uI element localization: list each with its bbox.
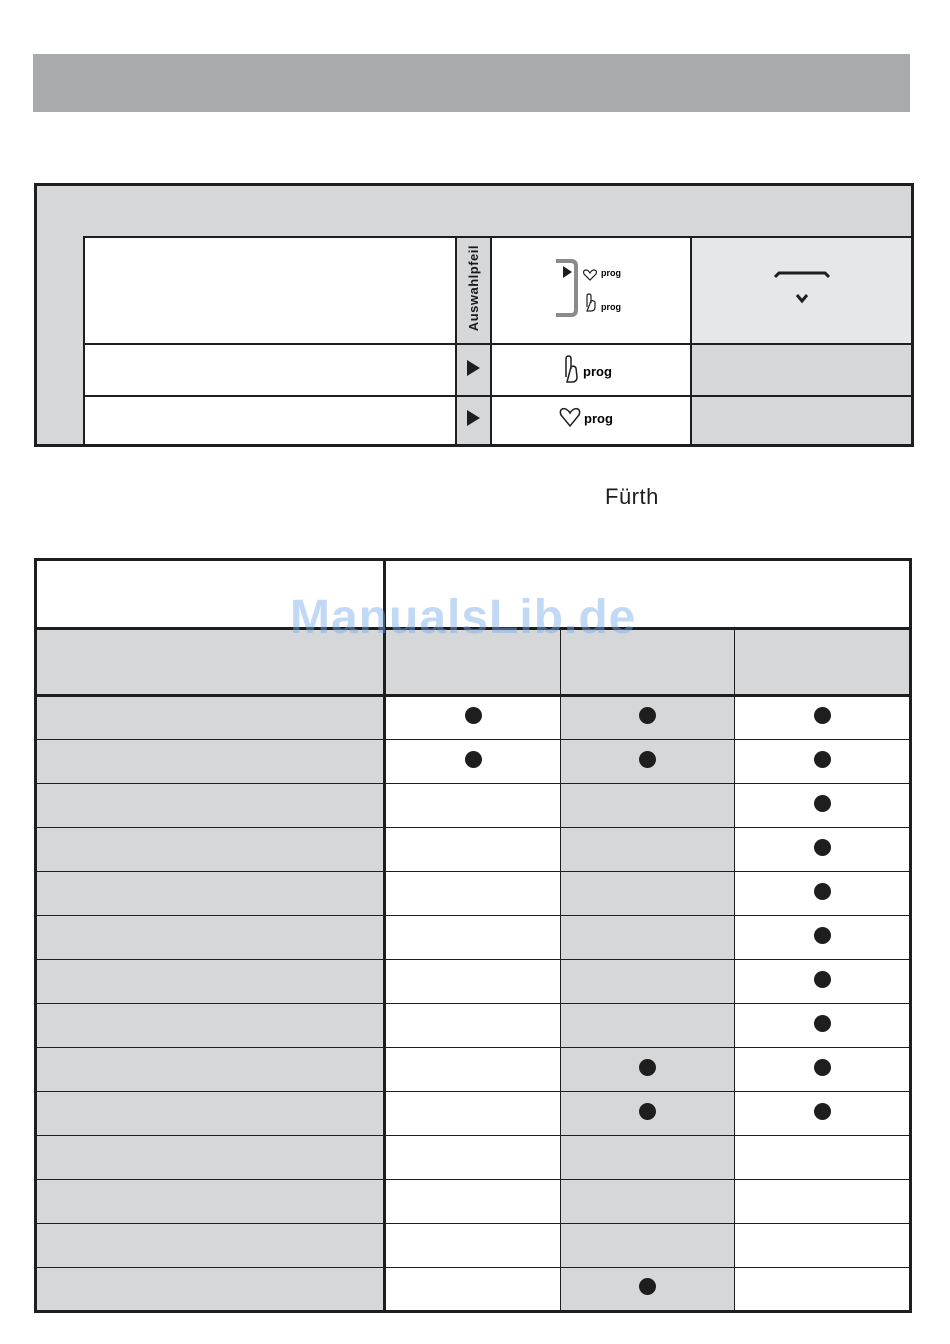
matrix-row bbox=[36, 1180, 911, 1224]
matrix-cell bbox=[561, 696, 735, 740]
matrix-cell bbox=[561, 1092, 735, 1136]
matrix-cell bbox=[561, 1136, 735, 1180]
matrix-row bbox=[36, 960, 911, 1004]
matrix-cell bbox=[561, 740, 735, 784]
matrix-cell bbox=[735, 1092, 911, 1136]
watermark: ManualsLib.de bbox=[290, 591, 637, 644]
matrix-cell bbox=[735, 740, 911, 784]
bullet-dot-icon bbox=[639, 1103, 656, 1120]
matrix-cell bbox=[735, 872, 911, 916]
matrix-cell bbox=[561, 872, 735, 916]
matrix-row-label bbox=[36, 916, 385, 960]
bullet-dot-icon bbox=[814, 1015, 831, 1032]
matrix-row-label bbox=[36, 740, 385, 784]
matrix-row bbox=[36, 916, 911, 960]
matrix-cell bbox=[561, 1268, 735, 1312]
bullet-dot-icon bbox=[639, 751, 656, 768]
matrix-cell bbox=[385, 1092, 561, 1136]
matrix-cell bbox=[385, 872, 561, 916]
play-arrow-icon bbox=[467, 410, 480, 426]
matrix-subheader-col-2 bbox=[561, 629, 735, 696]
bullet-dot-icon bbox=[465, 707, 482, 724]
matrix-subheader-col-1 bbox=[385, 629, 561, 696]
indicator-panel bbox=[34, 183, 914, 447]
matrix-row bbox=[36, 828, 911, 872]
matrix-subheader-left bbox=[36, 629, 385, 696]
bullet-dot-icon bbox=[814, 927, 831, 944]
matrix-cell bbox=[735, 916, 911, 960]
matrix-row-label bbox=[36, 960, 385, 1004]
matrix-cell bbox=[561, 1048, 735, 1092]
hand-icon bbox=[556, 351, 626, 385]
matrix-cell bbox=[735, 696, 911, 740]
hand-prog-cell bbox=[491, 344, 691, 396]
matrix-cell bbox=[735, 1224, 911, 1268]
empty-cell bbox=[691, 344, 912, 396]
bullet-dot-icon bbox=[639, 1278, 656, 1295]
matrix-cell bbox=[385, 1048, 561, 1092]
matrix-subheader-col-3 bbox=[735, 629, 911, 696]
matrix-cell bbox=[561, 916, 735, 960]
bullet-dot-icon bbox=[639, 707, 656, 724]
matrix-cell bbox=[385, 1004, 561, 1048]
display-bracket-icon bbox=[546, 253, 636, 323]
matrix-cell bbox=[385, 916, 561, 960]
feature-matrix-table bbox=[34, 558, 912, 1313]
bullet-dot-icon bbox=[465, 751, 482, 768]
matrix-cell bbox=[385, 828, 561, 872]
location-text: Fürth bbox=[605, 484, 659, 509]
matrix-row bbox=[36, 696, 911, 740]
selection-arrow-cell bbox=[456, 396, 491, 445]
indicator-label-cell bbox=[84, 237, 456, 344]
display-segment-cell bbox=[691, 237, 912, 344]
matrix-header-left bbox=[36, 560, 385, 629]
matrix-cell bbox=[561, 1224, 735, 1268]
matrix-cell bbox=[385, 1224, 561, 1268]
matrix-row-label bbox=[36, 1180, 385, 1224]
matrix-cell bbox=[735, 1004, 911, 1048]
bullet-dot-icon bbox=[814, 1103, 831, 1120]
bullet-dot-icon bbox=[814, 883, 831, 900]
matrix-row bbox=[36, 1224, 911, 1268]
matrix-cell bbox=[561, 960, 735, 1004]
bullet-dot-icon bbox=[814, 1059, 831, 1076]
matrix-header-right bbox=[385, 560, 911, 629]
indicator-label-cell bbox=[84, 396, 456, 445]
prog-small-label-1: prog bbox=[601, 268, 621, 278]
matrix-cell bbox=[561, 828, 735, 872]
matrix-cell bbox=[385, 1180, 561, 1224]
prog-label: prog bbox=[583, 363, 612, 379]
matrix-row-label bbox=[36, 1224, 385, 1268]
matrix-cell bbox=[385, 696, 561, 740]
matrix-cell bbox=[735, 1180, 911, 1224]
indicator-table bbox=[83, 236, 913, 446]
heart-icon bbox=[584, 270, 597, 280]
matrix-row bbox=[36, 1004, 911, 1048]
matrix-row-label bbox=[36, 784, 385, 828]
matrix-cell bbox=[385, 784, 561, 828]
matrix-row-label bbox=[36, 1092, 385, 1136]
prog-label: prog bbox=[584, 411, 613, 426]
matrix-cell bbox=[385, 1268, 561, 1312]
matrix-row-label bbox=[36, 1268, 385, 1312]
bullet-dot-icon bbox=[814, 795, 831, 812]
matrix-row bbox=[36, 740, 911, 784]
selection-arrow-label: Auswahlpfeil bbox=[466, 244, 481, 332]
bullet-dot-icon bbox=[814, 971, 831, 988]
bullet-dot-icon bbox=[814, 839, 831, 856]
matrix-row-label bbox=[36, 872, 385, 916]
display-segment-icon bbox=[767, 263, 837, 313]
matrix-row-label bbox=[36, 696, 385, 740]
matrix-cell bbox=[735, 828, 911, 872]
bullet-dot-icon bbox=[639, 1059, 656, 1076]
matrix-row bbox=[36, 872, 911, 916]
matrix-cell bbox=[385, 960, 561, 1004]
heart-icon bbox=[556, 403, 626, 433]
hand-icon bbox=[587, 294, 595, 311]
play-arrow-icon bbox=[467, 360, 480, 376]
indicator-label-cell bbox=[84, 344, 456, 396]
matrix-cell bbox=[385, 1136, 561, 1180]
matrix-row bbox=[36, 784, 911, 828]
matrix-cell bbox=[735, 784, 911, 828]
selection-arrow-cell bbox=[456, 344, 491, 396]
empty-cell bbox=[691, 396, 912, 445]
matrix-row-label bbox=[36, 1004, 385, 1048]
matrix-row-label bbox=[36, 828, 385, 872]
heart-prog-cell bbox=[491, 396, 691, 445]
matrix-cell bbox=[561, 784, 735, 828]
matrix-row-label bbox=[36, 1048, 385, 1092]
matrix-row bbox=[36, 1048, 911, 1092]
bullet-dot-icon bbox=[814, 707, 831, 724]
section-header-bar bbox=[33, 54, 910, 112]
display-symbol-cell bbox=[491, 237, 691, 344]
matrix-row bbox=[36, 1268, 911, 1312]
matrix-cell bbox=[735, 960, 911, 1004]
matrix-row bbox=[36, 1136, 911, 1180]
matrix-cell bbox=[735, 1048, 911, 1092]
matrix-row-label bbox=[36, 1136, 385, 1180]
selection-arrow-header bbox=[456, 237, 491, 344]
matrix-cell bbox=[735, 1136, 911, 1180]
prog-small-label-2: prog bbox=[601, 302, 621, 312]
bullet-dot-icon bbox=[814, 751, 831, 768]
matrix-row bbox=[36, 1092, 911, 1136]
matrix-cell bbox=[385, 740, 561, 784]
matrix-cell bbox=[561, 1180, 735, 1224]
matrix-cell bbox=[561, 1004, 735, 1048]
matrix-cell bbox=[735, 1268, 911, 1312]
